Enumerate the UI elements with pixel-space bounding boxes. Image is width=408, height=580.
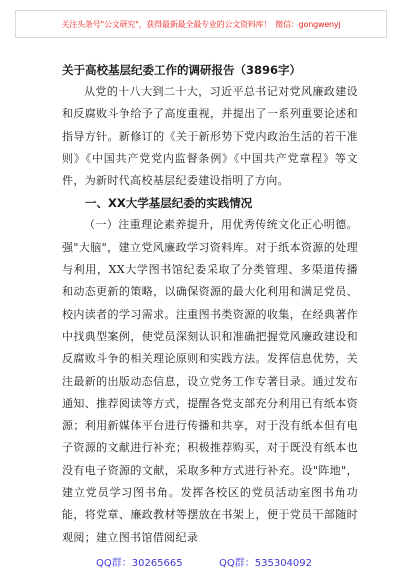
document-body [62,60,358,549]
section-paragraph: （一）注重理论素养提升，用优秀传统文化正心明德。强"大脑"，建立党风廉政学习资料库。对于纸本资源的处理与利用，XX大学图书馆纪委采取了分类管理、多渠道传播和动态更新的策略，以确保资源的最大化利用和满足党员、校内读者的学习需求。注重图书类资源的收集，在经典著作中找典型案例，使党员深刻认识和准确把握党风廉政建设和反腐败斗争的相关理论原则和实践方法。发挥信息优势，关注最新的出版动态信息，设立党务工作专著目录。通过发布通知、推荐阅读等方式，提醒各党支部充分利用已有纸本资源；利用新媒体平台进行传播和共享，对于没有纸本但有电子资源的文献进行补充；积极推荐购买，对于既没有纸本也没有电子资源的文献，采取多种方式进行补充。设"阵地"，建立党员学习图书角。发挥各校区的党员活动室图书角功能，将党章、廉政教材等摆放在书架上，便于党员干部随时观阅；建立图书馆借阅纪录 [62,218,358,544]
top-banner [15,10,387,38]
intro-paragraph: 从党的十八大到二十大，习近平总书记对党风廉政建设和反腐败斗争给予了高度重视，并提出了一系列重要论述和指导方针。新修订的《关于新形势下党内政治生活的若干准则》《中国共产党党内监督条例》《中国共产党章程》等文件，为新时代高校基层纪委建设指明了方向。 [62,85,358,188]
footer-qq-groups [0,556,408,572]
qq-group-2: QQ群：535304092 [219,558,313,569]
qq-group-1: QQ群：30265665 [95,558,183,569]
document-title: 关于高校基层纪委工作的调研报告（3896字） [62,63,302,77]
banner-follow-text: 关注头条号"公文研究"，获得最新最全最专业的公文资料库！ [61,19,272,29]
banner-wechat-text: 微信：gongwenyj [275,19,341,29]
section-heading: 一、XX大学基层纪委的实践情况 [85,196,253,211]
